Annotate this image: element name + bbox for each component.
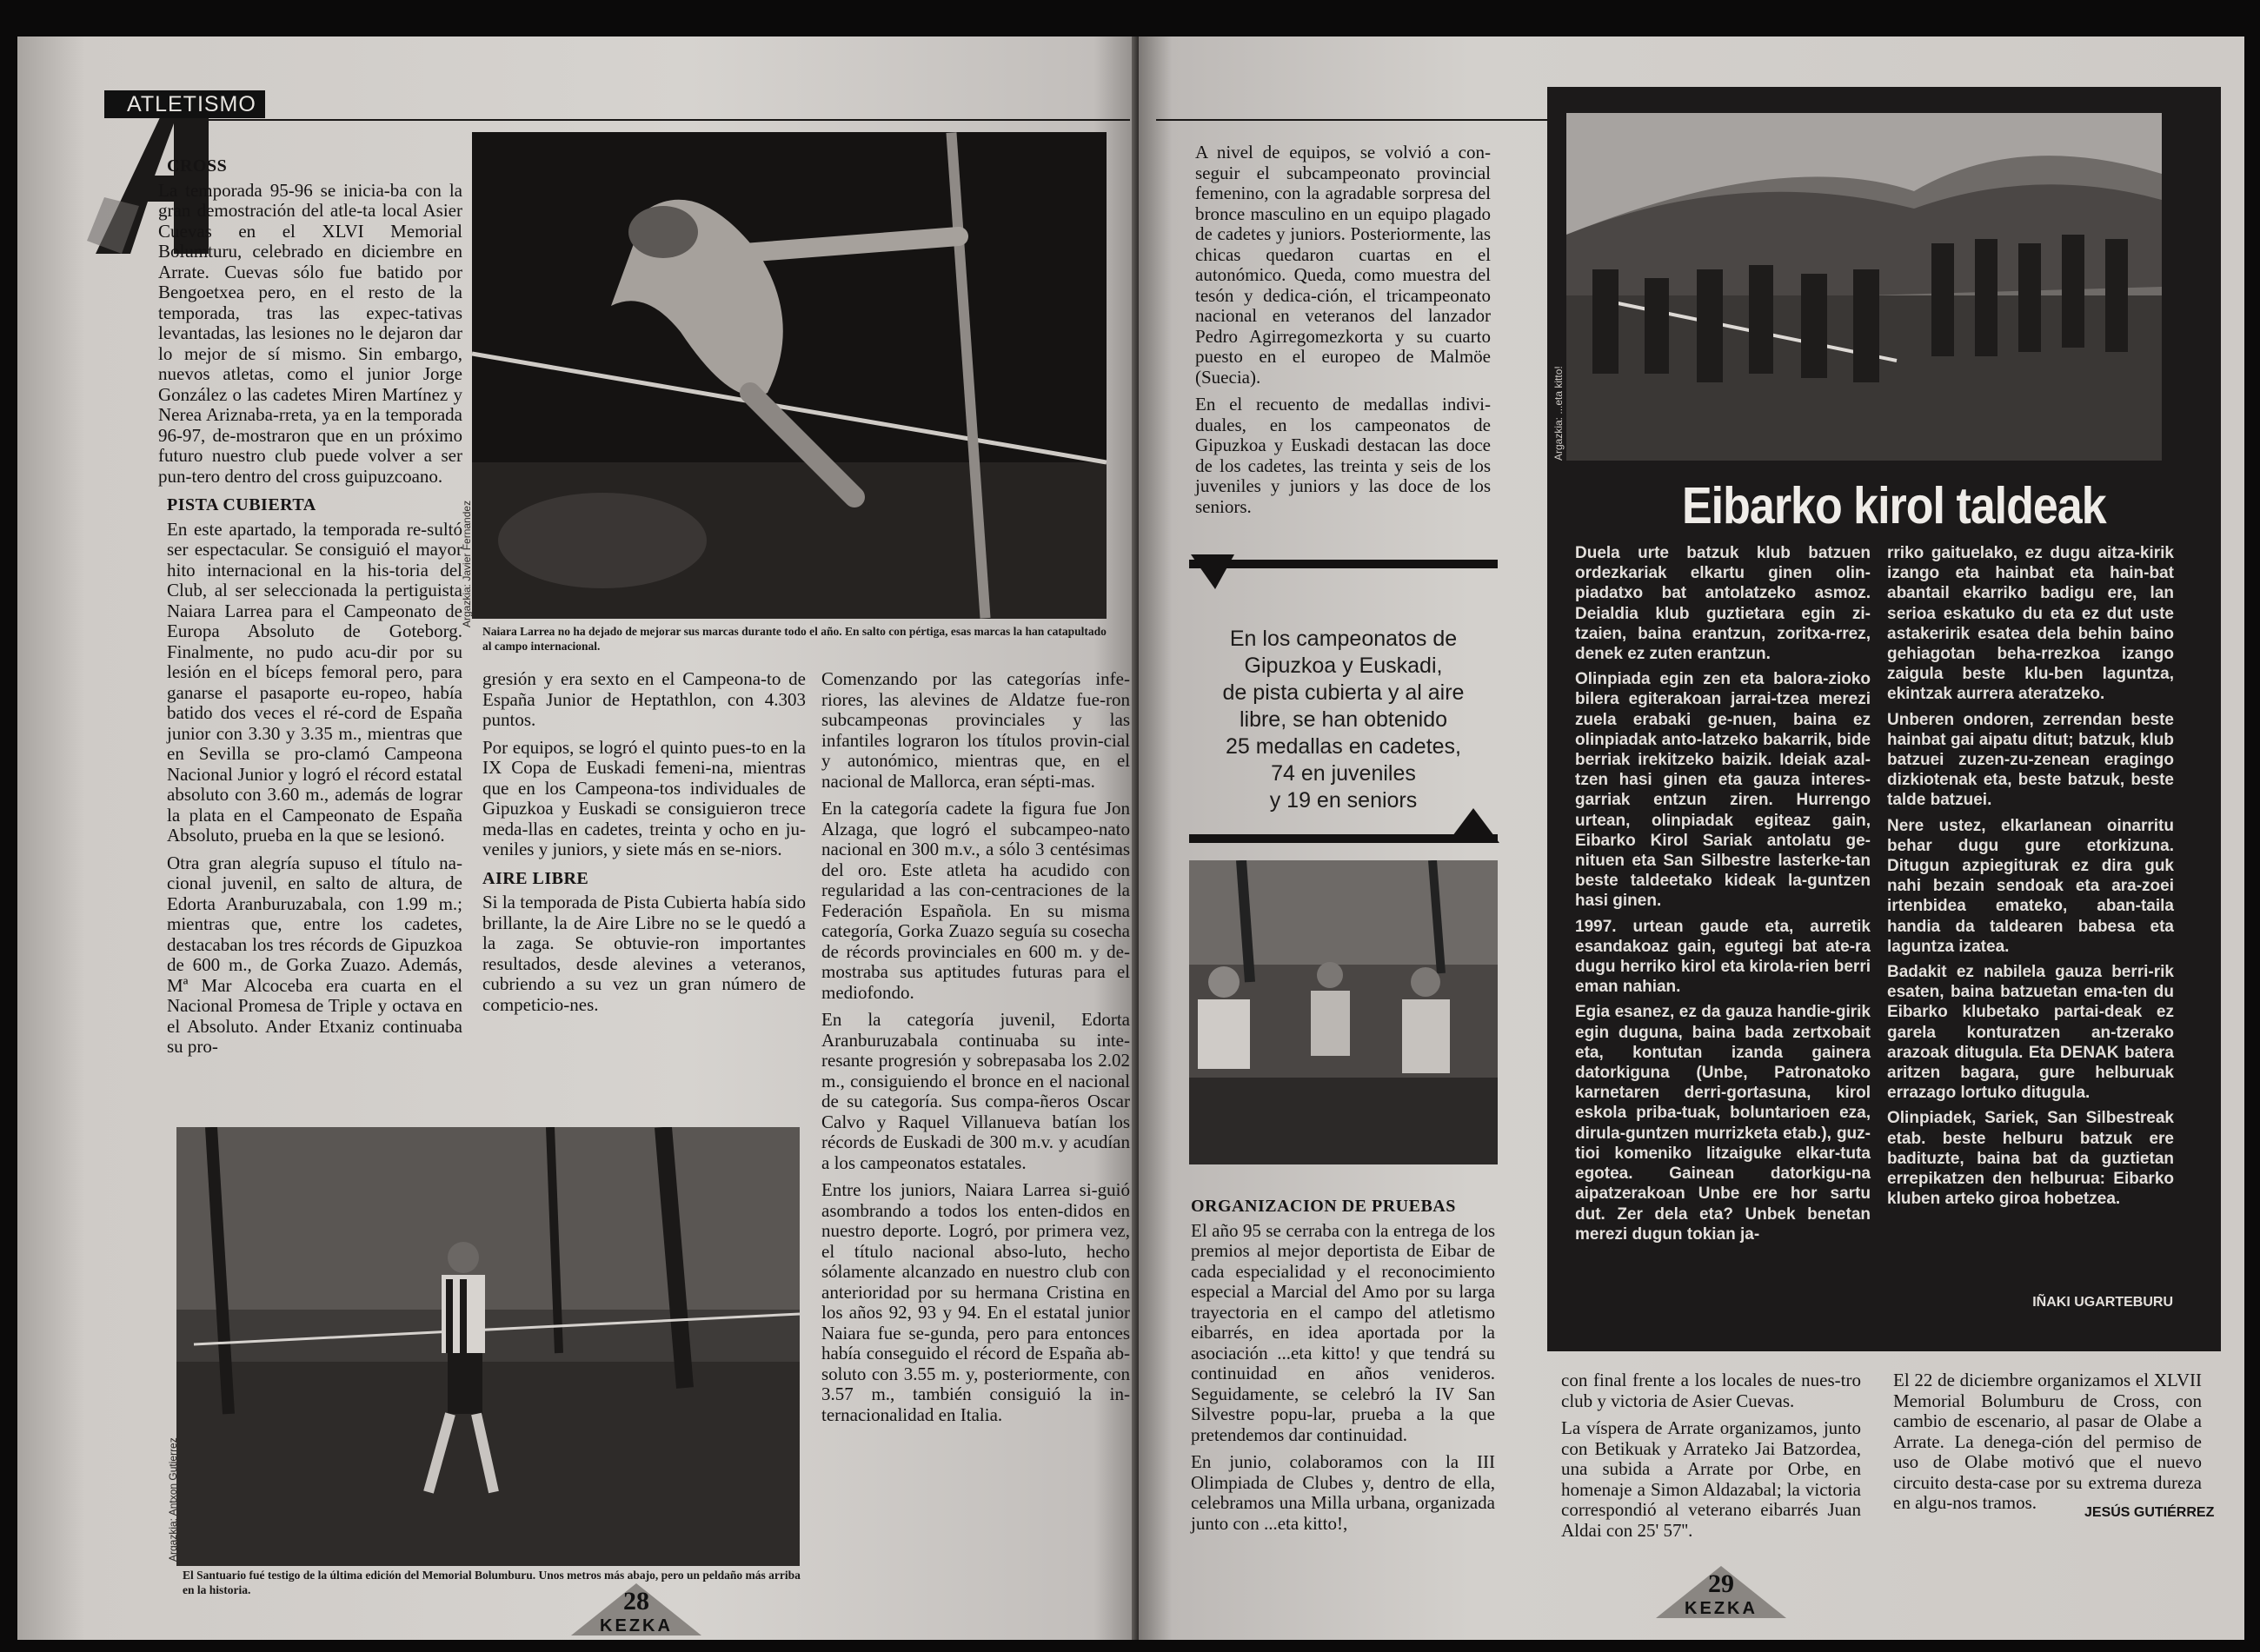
pullquote-line: En los campeonatos de bbox=[1229, 627, 1458, 651]
right-column-2 bbox=[1561, 1370, 1861, 1548]
pullquote-arrow-icon bbox=[1191, 554, 1234, 589]
signature: IÑAKI UGARTEBURU bbox=[2032, 1295, 2173, 1310]
heading-cross: CROSS bbox=[167, 156, 228, 176]
paragraph: Unberen ondoren, zerrendan beste hainbat gai aipatu ditut; batzuk, klub batzuei zuzen-zu-zenean eragingo dizkiotenak eta, beste batzuk, beste talde batzuei. bbox=[1887, 710, 2174, 810]
left-page bbox=[17, 36, 1139, 1640]
page-number: 29 bbox=[1708, 1569, 1734, 1598]
paragraph: Olinpiadek, Sariek, San Silbestreak etab. beste helburu batzuk ere badituzte, baina bat da guztietan errepikatzen den helburua: Eibarko kluben arteko giroa hobetzea. bbox=[1887, 1109, 2174, 1209]
paragraph: En la categoría juvenil, Edorta Aranburuzabala continuaba su inte-resante progresión y sobrepasaba los 2.02 m., consiguiendo el bronce en el nacional de su categoría. Sus compa-ñeros Oscar Calvo y Raquel Villanueva batían los récords de Euskadi de 300 m.v. y acudían a los campeonatos estatales. bbox=[821, 1009, 1130, 1173]
photo-credit: Argazkia: Javier Fernandez bbox=[461, 500, 473, 627]
pullquote-line: Gipuzkoa y Euskadi, bbox=[1244, 654, 1443, 678]
photo-caption: Naiara Larrea no ha dejado de mejorar sus marcas durante todo el año. En salto con pértiga, esas marcas la han catapultado al campo internacional. bbox=[482, 625, 1107, 653]
paragraph: con final frente a los locales de nues-tro club y victoria de Asier Cuevas. bbox=[1561, 1370, 1861, 1411]
paragraph: Comenzando por las categorías infe-riores, las alevines de Aldatze fue-ron subcampeonas provinciales y las infantiles lograron los títulos provin-cial y autonómico, mientras que, en el nacional de Mallorca, eran sépti-mas. bbox=[821, 668, 1130, 792]
paragraph: Si la temporada de Pista Cubierta había sido brillante, la de Aire Libre no se le quedó a la zaga. Se obtuvie-ron importantes resultados, desde alevines a veteranos, cubriendo a su vez un gran número de competicio-nes. bbox=[482, 892, 806, 1015]
group-photo bbox=[1566, 113, 2162, 461]
right-column-1 bbox=[1195, 143, 1491, 524]
pullquote-line: 74 en juveniles bbox=[1271, 761, 1416, 786]
heading-pista-cubierta: PISTA CUBIERTA bbox=[167, 495, 316, 514]
paragraph: Egia esanez, ez da gauza handie-girik egin duguna, baina bada zertxobait eta, kontutan izanda gainera datorkiguna (Unbe, Patronatoko karnetaren derri-gortasuna, kirol eskola priba-tuak, boluntarioen eza, dirula-guntzen murrizketa etab.), guz-tioi komeniko litzaiguke elkar-tuta egotea. Gainean datorkigu-na aipatzerakoan Unbe ere hor sartu dut. Zer dela eta? Unbek benetan merezi dugun tokian ja- bbox=[1575, 1003, 1871, 1244]
photo-credit: Argazkia: Antxon Gutierrez bbox=[167, 1437, 179, 1562]
box-column-2 bbox=[1887, 543, 2174, 1215]
paragraph: 1997. urtean gaude eta, aurretik esandakoaz gain, egutegi bat ate-ra dugu herriko kirol eta kirola-rien berri eman nahian. bbox=[1575, 917, 1871, 997]
pullquote-line: libre, se han obtenido bbox=[1239, 707, 1448, 732]
runners-photo bbox=[1189, 860, 1498, 1164]
photo-credit: Argazkia: ...eta kitto! bbox=[1552, 366, 1565, 461]
header-rule bbox=[183, 119, 1130, 121]
paragraph: Entre los juniors, Naiara Larrea si-guió asombrando a todos los enten-didos en nuestro deporte. Logró, por primera vez, el título nacional abso-luto, hecho sólamente alcanzado en nuestro club con anterioridad por su hermana Cristina en los años 92, 93 y 94. En el estatal junior Naiara fue se-gunda, pero para entonces había conseguido el récord de España ab-soluto con 3.55 m. y, posteriormente, con 3.57 m., también consiguió la in-ternacionalidad en Italia. bbox=[821, 1179, 1130, 1425]
box-title: Eibarko kirol taldeak bbox=[1682, 477, 2106, 535]
paragraph: A nivel de equipos, se volvió a con-seguir el subcampeonato provincial femenino, con la agradable sorpresa del bronce masculino en un equipo plagado de cadetes y juniors. Posteriormente, las chicas quedaron cuartas en el autonómico. Queda, como muestra del tesón y dedica-ción, el tricampeonato nacional en veteranos del lanzador Pedro Agirregomezkorta y su cuarto puesto en el europeo de Malmöe (Suecia). bbox=[1195, 142, 1491, 388]
section-tag: ATLETISMO bbox=[104, 90, 265, 118]
pullquote-line: y 19 en seniors bbox=[1269, 788, 1418, 813]
signature: JESÚS GUTIÉRREZ bbox=[2084, 1505, 2215, 1520]
paragraph: rriko gaituelako, ez dugu aitza-kirik izango eta hainbat eta hain-bat abantail ekarriko badigu ere, lan serioa eskatuko du eta ez dut uste astakeririk esatea dela behin baino gehiagotan beha-rrezkoa izango zaigula beste klu-ben laguntza, ekintzak aurrera ateratzeko. bbox=[1887, 544, 2174, 704]
paragraph: Duela urte batzuk klub batzuen ordezkariak elkartu ginen olin-piadatxo bat antolatzeko asmoz. Deialdia klub guztietara egin zi-tzaien, baina erantzun, zoritxa-rrez, denek ez zuten erantzun. bbox=[1575, 544, 1871, 664]
page-number: 28 bbox=[623, 1587, 649, 1616]
pullquote-arrow-icon bbox=[1447, 808, 1499, 843]
paragraph: En junio, colaboramos con la III Olimpiada de Clubes y, dentro de ella, celebramos una Milla urbana, organizada junto con ...eta kitto!, bbox=[1191, 1451, 1495, 1534]
paragraph: Olinpiada egin zen eta balora-zioko bilera egiterakoan jarrai-tzea merezi zuela erabaki ge-nuen, baina ez olinpiadak anto-latzeko bakarrik, bide berriak irekitzeko baizik. Ideiak azal-tzen hasi ginen eta gauza interes-garriak entzun ziren. Hurrengo urtean, olinpiadak egiteaz gain, Eibarko Kirol Sariak antolatu ge-nituen eta San Silbestre lasterke-tan beste taldeetako kideak la-guntzen hasi ginen. bbox=[1575, 670, 1871, 911]
paragraph: gresión y era sexto en el Campeona-to de España Junior de Heptathlon, con 4.303 puntos. bbox=[482, 668, 806, 730]
pullquote-line: de pista cubierta y al aire bbox=[1222, 680, 1465, 705]
left-column-2 bbox=[482, 669, 806, 1022]
paragraph: Nere ustez, elkarlanean oinarritu behar dugu gure etorkizuna. Ditugun azpiegiturak ez dira guk nahi bezain sendoak eta ara-zoei irtenbidea emateko, aban-taila handia da taldearen babesa eta laguntza izatea. bbox=[1887, 816, 2174, 956]
pullquote bbox=[1189, 626, 1498, 814]
right-page bbox=[1139, 36, 2244, 1640]
photo-caption: El Santuario fué testigo de la última edición del Memorial Bolumburu. Unos metros más abajo, pero un peldaño más arriba en la historia. bbox=[183, 1569, 801, 1596]
header-rule bbox=[1156, 119, 1556, 121]
paragraph: Badakit ez nabilela gauza berri-rik esaten, baina batzuetan ema-ten du Eibarko klubetako partai-deak ez garela konturatzen an-tzerako arazoak ditugula. Eta DENAK batera aritzen bagara, gure helburuak errazago lortuko ditugula. bbox=[1887, 963, 2174, 1103]
heading-organizacion: ORGANIZACION DE PRUEBAS bbox=[1191, 1197, 1456, 1216]
box-column-1 bbox=[1575, 543, 1871, 1250]
paragraph: Otra gran alegría supuso el título na-cional juvenil, en salto de altura, de Edorta Aranburuzabala, con 1.99 m.; mientras que, entre los cadetes, destacaban los tres récords de Gipuzkoa de 600 m., de Gorka Zuazo. Además, Mª Mar Alcoceba era cuarta en el Nacional Promesa de Triple y octava en el Absoluto. Ander Etxaniz continuaba su pro- bbox=[167, 852, 462, 1057]
paragraph: En la categoría cadete la figura fue Jon Alzaga, que logró el subcampeo-nato nacional en 300 m.v., a sólo 3 centésimas del oro. Este atleta ha acudido con regularidad a las con-centraciones de la Federación Española. En su misma categoría, Gorka Zuazo seguía su cosecha de récords provinciales en 600 m. y de-mostraba sus aptitudes futuras para el mediofondo. bbox=[821, 798, 1130, 1003]
magazine-spread bbox=[17, 36, 2244, 1640]
right-column-1b bbox=[1191, 1197, 1495, 1541]
paragraph: El año 95 se cerraba con la entrega de los premios al mejor deportista de Eibar de cada especialidad y el reconocimiento especial a Marcial del Amo por su larga trayectoria en el campo del atletismo eibarrés, en idea aportada por la asociación ...eta kitto! y que tendrá su continuidad en años venideros. Seguidamente, se celebró la IV San Silvestre popu-lar, prueba a la que pretendemos dar continuidad. bbox=[1191, 1219, 1495, 1445]
left-column-3 bbox=[821, 669, 1130, 1432]
paragraph: En este apartado, la temporada re-sultó ser espectacular. Se consiguió el mayor hito internacional en la his-toria del Club, al ser seleccionada la pertiguista Naiara Larrea para el Campeonato de Europa Absoluto de Goteborg. Finalmente, no pudo acu-dir por su lesión en el bíceps femoral pero, para ganarse el pasaporte eu-ropeo, había batido dos veces el ré-cord de España junior con 3.30 y 3.35 m., mientras que en Sevilla se pro-clamó Campeona Nacional Junior y logró el récord estatal absoluto con 3.60 m., además de lograr la plata en el Campeonato de España Absoluto, prueba en la que se lesionó. bbox=[167, 518, 462, 846]
pole-vault-photo bbox=[472, 132, 1107, 619]
paragraph: El 22 de diciembre organizamos el XLVII Memorial Bolumburu de Cross, con cambio de escenario, al pasar de Olabe a Arrate. La denega-ción del permiso de uso de Olabe motivó que el nuevo circuito desta-case por su extrema dureza en algu-nos tramos. bbox=[1893, 1370, 2202, 1513]
heading-aire-libre: AIRE LIBRE bbox=[482, 868, 589, 888]
page-number-badge bbox=[1656, 1566, 1786, 1618]
paragraph: En el recuento de medallas indivi-duales, en los campeonatos de Gipuzkoa y Euskadi destacan las doce de los cadetes, las treinta y seis de los juveniles y juniors y las doce de los seniors. bbox=[1195, 394, 1491, 517]
pullquote-line: 25 medallas en cadetes, bbox=[1225, 734, 1461, 759]
eibarko-kirol-box bbox=[1547, 87, 2221, 1351]
paragraph: La temporada 95-96 se inicia-ba con la gran demostración del atle-ta local Asier Cuevas en el XLVI Memorial Bolumturu, celebrado en diciembre en Arrate. Cuevas sólo fue batido por Bengoetxea pero, en el resto de la temporada, tras las expec-tativas levantadas, las lesiones no le dejaron dar lo mejor de sí mismo. Sin embargo, nuevos atletas, como el junior Jorge González o las cadetes Miren Martínez y Nerea Ariznaba-rreta, ya en la temporada 96-97, de-mostraron que en un próximo futuro nuestro club puede volver a ser pun-tero dentro del cross guipuzcoano. bbox=[158, 179, 462, 487]
magazine-name: KEZKA bbox=[600, 1616, 673, 1635]
cross-race-photo bbox=[176, 1127, 800, 1566]
pullquote-bar-top bbox=[1189, 560, 1498, 568]
left-column-1 bbox=[158, 156, 462, 1065]
paragraph: Por equipos, se logró el quinto pues-to en la IX Copa de Euskadi femeni-na, mientras que en los Campeona-tos individuales de Gipuzkoa y Euskadi se consiguieron trece meda-llas en cadetes, treinta y ocho en ju-veniles y juniors, y siete más en se-niors. bbox=[482, 736, 806, 859]
paragraph: La víspera de Arrate organizamos, junto con Betikuak y Arrateko Jai Batzordea, una subida a Arrate por Orbe, en homenaje a Simon Aldazabal; la victoria correspondió al veterano eibarrés Juan Aldai con 25' 57''. bbox=[1561, 1417, 1861, 1541]
page-number-badge bbox=[571, 1583, 701, 1635]
right-column-3 bbox=[1893, 1370, 2202, 1521]
magazine-name: KEZKA bbox=[1685, 1599, 1758, 1618]
